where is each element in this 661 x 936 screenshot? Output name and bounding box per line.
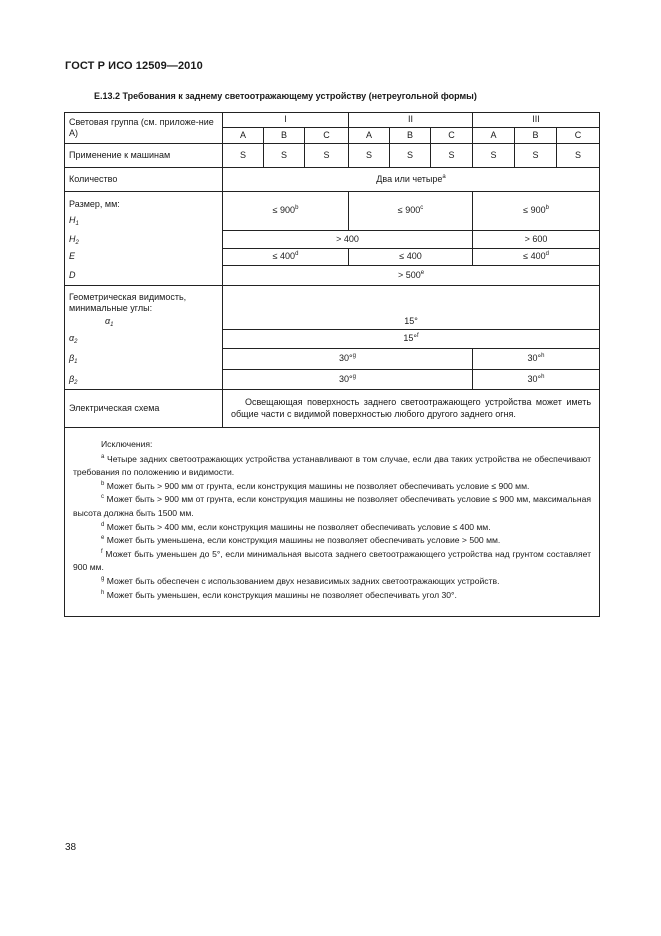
h1-symbol: $H_1$ bbox=[65, 211, 223, 231]
footnote: $^f$ Может быть уменьшен до 5°, если минимальная высота заднего светоотражающего устройства над грунтом составляет 900 мм. bbox=[73, 548, 592, 573]
d-symbol: D bbox=[65, 266, 223, 286]
e-value-group-3: ≤ $400^d$ bbox=[473, 249, 600, 266]
footnote: $^b$ Может быть > 900 мм от грунта, если конструкция машины не позволяет обеспечивать условие ≤ 900 мм. bbox=[101, 480, 530, 491]
group-header-3: III bbox=[473, 113, 600, 128]
beta2-value-groups-1-2: 30°$^g$ bbox=[223, 370, 473, 390]
application-cell: S bbox=[223, 144, 264, 168]
h1-value-group-1: ≤ $900^b$ bbox=[223, 192, 349, 231]
footnote: $^h$ Может быть уменьшен, если конструкция машины не позволяет обеспечивать угол 30°. bbox=[101, 589, 457, 600]
subgroup-cell: A bbox=[223, 128, 264, 144]
page-number: 38 bbox=[65, 842, 77, 853]
circuit-label: Электрическая схема bbox=[65, 390, 223, 428]
size-label: Размер, мм: bbox=[65, 192, 223, 211]
footnote: $^d$ Может быть > 400 мм, если конструкция машины не позволяет обеспечивать условие ≤ 400 мм. bbox=[101, 521, 491, 532]
document-header: ГОСТ Р ИСО 12509—2010 bbox=[65, 60, 203, 72]
beta2-value-group-3: 30°$^h$ bbox=[473, 370, 600, 390]
geometric-visibility-text: Геометрическая видимость, минимальные углы: bbox=[69, 291, 187, 313]
footnote: $^c$ Может быть > 900 мм от грунта, если конструкция машины не позволяет обеспечивать условие ≤ 900 мм, максимальная высота должна быть 1500 мм. bbox=[73, 494, 592, 518]
h2-value-groups-1-2: > 400 bbox=[223, 231, 473, 249]
quantity-label: Количество bbox=[65, 168, 223, 192]
subgroup-cell: A bbox=[473, 128, 515, 144]
e-symbol: E bbox=[65, 249, 223, 266]
application-label: Применение к машинам bbox=[65, 144, 223, 168]
section-title: Е.13.2 Требования к заднему светоотражающему устройству (нетреугольной формы) bbox=[94, 91, 477, 101]
group-header-2: II bbox=[349, 113, 473, 128]
subgroup-cell: C bbox=[305, 128, 349, 144]
subgroup-cell: B bbox=[264, 128, 305, 144]
subgroup-cell: B bbox=[390, 128, 431, 144]
beta2-symbol: $\beta_2$ bbox=[65, 370, 223, 390]
subgroup-cell: C bbox=[557, 128, 600, 144]
application-cell: S bbox=[305, 144, 349, 168]
application-cell: S bbox=[473, 144, 515, 168]
subgroup-cell: C bbox=[431, 128, 473, 144]
group-label: Световая группа (см. приложе-ние А) bbox=[65, 113, 223, 144]
application-cell: S bbox=[349, 144, 390, 168]
requirements-table bbox=[64, 112, 600, 617]
subgroup-cell: B bbox=[515, 128, 557, 144]
application-cell: S bbox=[431, 144, 473, 168]
e-value-group-2: ≤ 400 bbox=[349, 249, 473, 266]
d-value: > $500^e$ bbox=[223, 266, 600, 286]
circuit-text: Освещающая поверхность заднего светоотражающего устройства может иметь общие части с видимой поверхностью любого другого заднего огня. bbox=[223, 390, 600, 428]
subgroup-cell: A bbox=[349, 128, 390, 144]
footnote: $^e$ Может быть уменьшена, если конструкция машины не позволяет обеспечивать условие > 500 мм. bbox=[101, 535, 501, 546]
beta1-value-group-3: 30°$^h$ bbox=[473, 349, 600, 370]
footnotes bbox=[65, 428, 600, 617]
footnote: $^g$ Может быть обеспечен с использованием двух независимых задних светоотражающих устройств. bbox=[101, 575, 500, 586]
beta1-value-groups-1-2: 30°$^g$ bbox=[223, 349, 473, 370]
h1-value-group-2: ≤ $900^c$ bbox=[349, 192, 473, 231]
application-cell: S bbox=[264, 144, 305, 168]
h1-value-group-3: ≤ $900^b$ bbox=[473, 192, 600, 231]
geometric-visibility-label bbox=[65, 286, 223, 330]
alpha2-value: 15°$^f$ bbox=[223, 330, 600, 349]
footnote: $^a$ Четыре задних светоотражающих устройства устанавливают в том случае, если два таких устройства не обеспечивают требования по положению и видимости. bbox=[73, 453, 592, 478]
group-header-1: I bbox=[223, 113, 349, 128]
application-cell: S bbox=[515, 144, 557, 168]
h2-symbol: $H_2$ bbox=[65, 231, 223, 249]
e-value-group-1: ≤ $400^d$ bbox=[223, 249, 349, 266]
footnotes-heading: Исключения: bbox=[101, 439, 153, 449]
alpha2-symbol: $\alpha_2$ bbox=[65, 330, 223, 349]
application-cell: S bbox=[390, 144, 431, 168]
beta1-symbol: $\beta_1$ bbox=[65, 349, 223, 370]
alpha1-value: 15° bbox=[223, 286, 600, 330]
application-cell: S bbox=[557, 144, 600, 168]
alpha1-symbol: $\alpha_1$ bbox=[105, 316, 114, 329]
h2-value-group-3: > 600 bbox=[473, 231, 600, 249]
quantity-value: Два или четыре$^a$ bbox=[223, 168, 600, 192]
